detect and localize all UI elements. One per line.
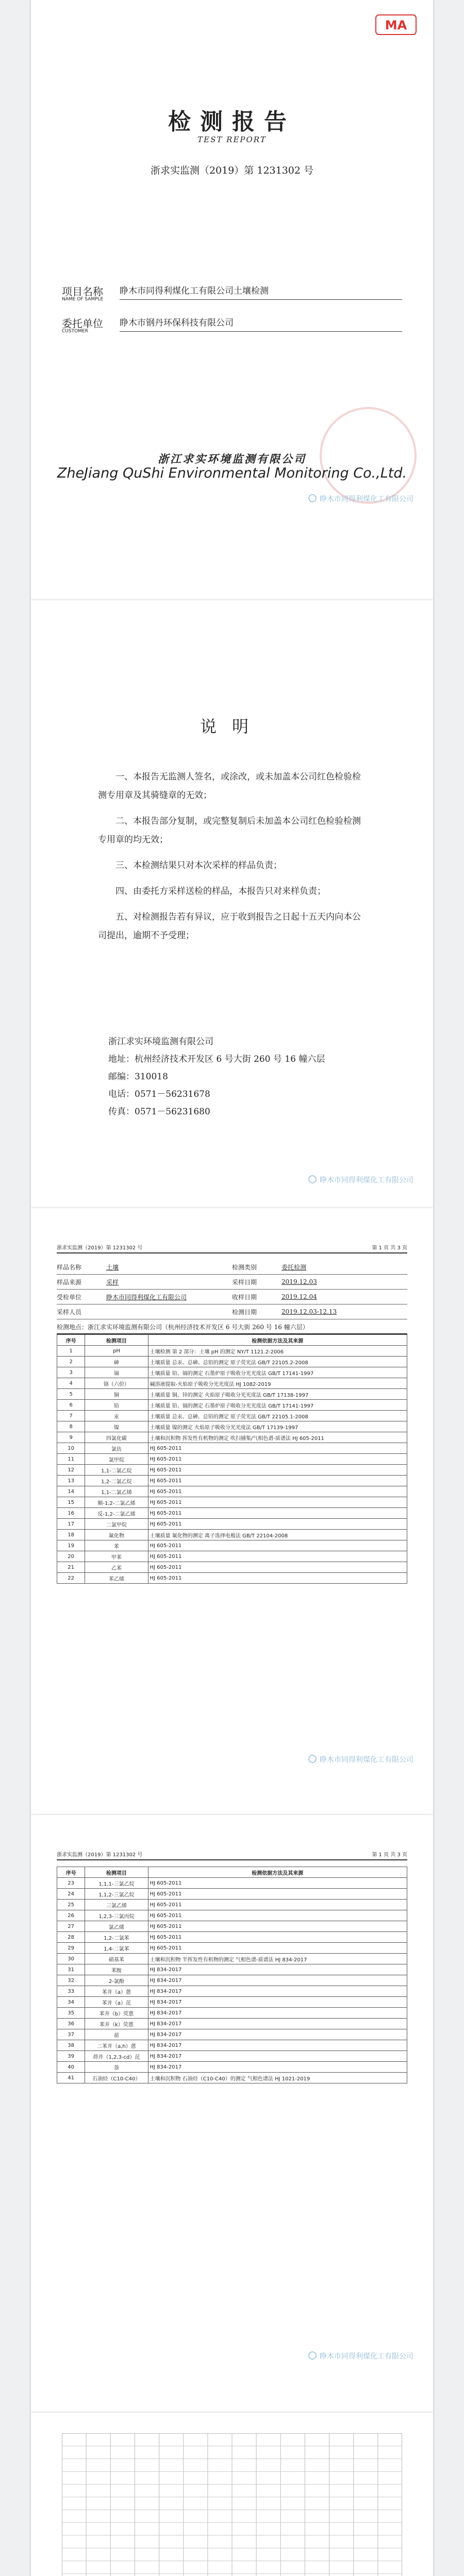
- method-item: 铬（六价）: [85, 1378, 148, 1389]
- project-name-value: 睁木市同得利煤化工有限公司土壤检测: [120, 283, 402, 300]
- customer-value: 睁木市钢丹环保科技有限公司: [120, 315, 402, 332]
- method-row: [57, 1497, 407, 1508]
- method-index: 35: [57, 2008, 85, 2019]
- method-standard: HJ 605-2011: [148, 1476, 407, 1486]
- method-row: [57, 1432, 407, 1443]
- method-item: 甲苯: [85, 1551, 148, 1562]
- method-item: 乙苯: [85, 1562, 148, 1573]
- method-index: 22: [57, 1573, 85, 1584]
- method-row: [57, 1530, 407, 1540]
- method-row: [57, 1357, 407, 1367]
- method-index: 5: [57, 1389, 85, 1400]
- method-standard: HJ 605-2011: [148, 1910, 407, 1921]
- method-standard: 土壤质量 总汞、总砷、总铅的测定 原子荧光法 GB/T 22105.2-2008: [148, 1357, 407, 1367]
- method-index: 20: [57, 1551, 85, 1562]
- page-header-report-no: 浙求实监测（2019）第 1231302 号: [57, 1852, 143, 1858]
- method-item: 镉: [85, 1367, 148, 1378]
- method-item: 茚并（1,2,3-cd）芘: [85, 2051, 148, 2062]
- sample-info-row: 受检单位 睁木市同得利煤化工有限公司 收样日期 2019.12.04: [57, 1290, 407, 1304]
- method-row: [57, 1519, 407, 1530]
- page-header: [57, 1850, 407, 1860]
- method-standard: HJ 834-2017: [148, 2008, 407, 2019]
- notice-page: [31, 600, 433, 1208]
- method-index: 4: [57, 1378, 85, 1389]
- method-index: 30: [57, 1954, 85, 1964]
- method-item: pH: [85, 1346, 148, 1357]
- method-row: [57, 1889, 407, 1900]
- method-index: 26: [57, 1910, 85, 1921]
- method-index: 17: [57, 1519, 85, 1530]
- results-page: [31, 2413, 433, 2576]
- method-row: [57, 1964, 407, 1975]
- method-index: 12: [57, 1465, 85, 1476]
- method-index: 8: [57, 1421, 85, 1432]
- method-standard: HJ 605-2011: [148, 1551, 407, 1562]
- method-index: 40: [57, 2062, 85, 2073]
- method-standard: HJ 605-2011: [148, 1486, 407, 1497]
- method-index: 7: [57, 1411, 85, 1421]
- watermark: 睁木市同得利煤化工有限公司: [308, 2351, 413, 2361]
- method-item: 氯乙烯: [85, 1921, 148, 1932]
- method-standard: HJ 605-2011: [148, 1900, 407, 1910]
- method-row: [57, 1551, 407, 1562]
- notice-title: 说明: [200, 717, 264, 736]
- cover-page: [31, 0, 433, 600]
- watermark: 睁木市同得利煤化工有限公司: [308, 1175, 413, 1185]
- methods-header-row: 序号 检测项目 检测依据方法及其来源: [57, 1335, 407, 1346]
- method-item: 1,1-二氯乙烷: [85, 1465, 148, 1476]
- method-item: 2-氯酚: [85, 1975, 148, 1986]
- method-standard: HJ 834-2017: [148, 2040, 407, 2051]
- page-header-page: 第 1 页 共 3 页: [372, 1245, 407, 1251]
- method-standard: HJ 605-2011: [148, 1932, 407, 1943]
- method-item: 三氯乙烯: [85, 1900, 148, 1910]
- method-row: [57, 1465, 407, 1476]
- methods-page-2: [31, 1815, 433, 2413]
- notice-item: 三、本检测结果只对本次采样的样品负责；: [115, 860, 282, 871]
- method-standard: 土壤和沉积物 石油烃（C10-C40）的测定 气相色谱法 HJ 1021-2019: [148, 2073, 407, 2083]
- contact-company: 浙江求实环境监测有限公司: [108, 1037, 213, 1047]
- methods-table: [57, 1334, 407, 1584]
- method-row: [57, 1997, 407, 2008]
- method-standard: HJ 605-2011: [148, 1943, 407, 1954]
- method-index: 31: [57, 1964, 85, 1975]
- method-standard: HJ 834-2017: [148, 2051, 407, 2062]
- contact-fax: 传真：0571－56231680: [108, 1107, 210, 1117]
- method-index: 11: [57, 1454, 85, 1465]
- method-item: 汞: [85, 1411, 148, 1421]
- method-row: [57, 1400, 407, 1411]
- method-row: [57, 2073, 407, 2083]
- method-index: 25: [57, 1900, 85, 1910]
- method-item: 1,1,2-三氯乙烷: [85, 1889, 148, 1900]
- method-row: [57, 1389, 407, 1400]
- watermark: 睁木市同得利煤化工有限公司: [308, 1754, 413, 1765]
- method-row: [57, 1476, 407, 1486]
- method-item: 苯: [85, 1540, 148, 1551]
- method-index: 9: [57, 1432, 85, 1443]
- method-standard: HJ 605-2011: [148, 1454, 407, 1465]
- method-row: [57, 1378, 407, 1389]
- method-row: [57, 1954, 407, 1964]
- method-item: 苯并（a）蒽: [85, 1986, 148, 1997]
- method-index: 33: [57, 1986, 85, 1997]
- method-standard: HJ 605-2011: [148, 1497, 407, 1508]
- customer-label-en: CUSTOMER: [62, 329, 88, 334]
- method-standard: HJ 834-2017: [148, 1997, 407, 2008]
- method-index: 38: [57, 2040, 85, 2051]
- notice-item: 五、对检测报告若有异议，应于收到报告之日起十五天内向本公司提出，逾期不予受理；: [98, 912, 361, 941]
- method-standard: HJ 834-2017: [148, 1986, 407, 1997]
- method-index: 34: [57, 1997, 85, 2008]
- method-row: [57, 1454, 407, 1465]
- method-standard: 土壤质量 铅、镉的测定 石墨炉原子吸收分光光度法 GB/T 17141-1997: [148, 1367, 407, 1378]
- method-item: 硝基苯: [85, 1954, 148, 1964]
- method-row: [57, 1975, 407, 1986]
- contact-info: [108, 1033, 325, 1121]
- method-standard: 土壤质量 氟化物的测定 离子选择电极法 GB/T 22104-2008: [148, 1530, 407, 1540]
- notice-list: [98, 768, 366, 952]
- method-item: 苯并（k）荧蒽: [85, 2019, 148, 2029]
- method-index: 39: [57, 2051, 85, 2062]
- method-row: [57, 2062, 407, 2073]
- method-item: 苯胺: [85, 1964, 148, 1975]
- method-standard: HJ 605-2011: [148, 1573, 407, 1584]
- method-index: 14: [57, 1486, 85, 1497]
- contact-phone: 电话：0571－56231678: [108, 1089, 210, 1099]
- method-item: 四氯化碳: [85, 1432, 148, 1443]
- method-index: 32: [57, 1975, 85, 1986]
- method-row: [57, 1346, 407, 1357]
- method-standard: 土壤质量 铜、锌的测定 火焰原子吸收分光光度法 GB/T 17138-1997: [148, 1389, 407, 1400]
- method-index: 23: [57, 1878, 85, 1889]
- notice-item: 四、由委托方采样送检的样品，本报告只对来样负责；: [115, 886, 326, 896]
- method-item: 萘: [85, 2062, 148, 2073]
- method-standard: HJ 605-2011: [148, 1889, 407, 1900]
- method-item: 铅: [85, 1400, 148, 1411]
- method-row: [57, 2051, 407, 2062]
- method-item: 反-1,2-二氯乙烯: [85, 1508, 148, 1519]
- sample-info-row: 采样人员 检测日期 2019.12.03-12.13: [57, 1304, 407, 1319]
- method-index: 10: [57, 1443, 85, 1454]
- method-row: [57, 1486, 407, 1497]
- method-standard: 土壤质量 总汞、总砷、总铅的测定 原子荧光法 GB/T 22105.1-2008: [148, 1411, 407, 1421]
- method-standard: 土壤和沉积物 挥发性有机物的测定 吹扫捕集/气相色谱-质谱法 HJ 605-2011: [148, 1432, 407, 1443]
- method-row: [57, 2019, 407, 2029]
- method-row: [57, 1986, 407, 1997]
- method-row: [57, 1443, 407, 1454]
- method-item: 1,1,1-三氯乙烷: [85, 1878, 148, 1889]
- sample-info-row: 样品来源 采样 采样日期 2019.12.03: [57, 1275, 407, 1290]
- method-index: 27: [57, 1921, 85, 1932]
- method-standard: HJ 834-2017: [148, 1975, 407, 1986]
- method-item: 顺-1,2-二氯乙烯: [85, 1497, 148, 1508]
- results-grid: [62, 2433, 402, 2576]
- method-item: 1,2,3-三氯丙烷: [85, 1910, 148, 1921]
- svg-text:MA: MA: [385, 18, 407, 32]
- method-index: 37: [57, 2029, 85, 2040]
- method-item: 1,4-二氯苯: [85, 1943, 148, 1954]
- method-index: 28: [57, 1932, 85, 1943]
- method-standard: HJ 605-2011: [148, 1540, 407, 1551]
- report-number: 浙求实监测（2019）第 1231302 号: [150, 165, 314, 176]
- method-row: [57, 2008, 407, 2019]
- method-index: 21: [57, 1562, 85, 1573]
- method-index: 41: [57, 2073, 85, 2083]
- method-standard: HJ 834-2017: [148, 2062, 407, 2073]
- method-row: [57, 1921, 407, 1932]
- method-standard: HJ 605-2011: [148, 1443, 407, 1454]
- results-grid-lines: [62, 2433, 402, 2576]
- method-standard: HJ 605-2011: [148, 1508, 407, 1519]
- method-standard: 土壤质量 镍的测定 火焰原子吸收分光光度法 GB/T 17139-1997: [148, 1421, 407, 1432]
- method-standard: 土壤检测 第 2 部分：土壤 pH 的测定 NY/T 1121.2-2006: [148, 1346, 407, 1357]
- method-row: [57, 1411, 407, 1421]
- method-row: [57, 1573, 407, 1584]
- method-item: 砷: [85, 1357, 148, 1367]
- sample-info: [57, 1260, 407, 1334]
- method-row: [57, 1932, 407, 1943]
- method-index: 15: [57, 1497, 85, 1508]
- method-item: 二氯甲烷: [85, 1519, 148, 1530]
- method-standard: HJ 605-2011: [148, 1465, 407, 1476]
- method-standard: 碱溶液提取-火焰原子吸收分光光度法 HJ 1082-2019: [148, 1378, 407, 1389]
- method-index: 29: [57, 1943, 85, 1954]
- method-item: 1,2-二氯乙烷: [85, 1476, 148, 1486]
- methods-header-row: 序号 检测项目 检测依据方法及其来源: [57, 1867, 407, 1878]
- method-index: 1: [57, 1346, 85, 1357]
- method-index: 36: [57, 2019, 85, 2029]
- customer-row: [62, 315, 402, 336]
- method-standard: HJ 605-2011: [148, 1519, 407, 1530]
- method-standard: 土壤和沉积物 半挥发性有机物的测定 气相色谱-质谱法 HJ 834-2017: [148, 1954, 407, 1964]
- method-item: 苯并（a）芘: [85, 1997, 148, 2008]
- page-header: [57, 1243, 407, 1253]
- report-subtitle: TEST REPORT: [197, 135, 267, 144]
- method-row: [57, 2029, 407, 2040]
- project-name-label: 项目名称: [62, 285, 103, 298]
- page-header-report-no: 浙求实监测（2019）第 1231302 号: [57, 1245, 143, 1251]
- method-index: 6: [57, 1400, 85, 1411]
- methods-table-cont: [57, 1867, 407, 2083]
- method-item: 氟化物: [85, 1530, 148, 1540]
- watermark: 睁木市同得利煤化工有限公司: [308, 494, 413, 504]
- project-name-row: [62, 283, 402, 304]
- contact-postcode: 邮编：310018: [108, 1072, 168, 1082]
- notice-item: 二、本报告部分复制，或完整复制后未加盖本公司红色检验检测专用章的均无效；: [98, 816, 361, 845]
- method-index: 24: [57, 1889, 85, 1900]
- method-item: 氯仿: [85, 1443, 148, 1454]
- report-title: 检测报告: [168, 109, 296, 135]
- method-item: 䓛: [85, 2029, 148, 2040]
- method-index: 3: [57, 1367, 85, 1378]
- method-item: 氯甲烷: [85, 1454, 148, 1465]
- method-standard: HJ 605-2011: [148, 1878, 407, 1889]
- method-index: 16: [57, 1508, 85, 1519]
- method-item: 1,2-二氯苯: [85, 1932, 148, 1943]
- method-item: 铜: [85, 1389, 148, 1400]
- method-row: [57, 1367, 407, 1378]
- method-item: 1,1-二氯乙烯: [85, 1486, 148, 1497]
- method-item: 镍: [85, 1421, 148, 1432]
- method-row: [57, 1910, 407, 1921]
- method-index: 2: [57, 1357, 85, 1367]
- sample-address: 检测地点：浙江求实环境监测有限公司（杭州经济技术开发区 6 号大街 260 号 16 幢六层）: [57, 1323, 407, 1334]
- company-name-cn: 浙江求实环境监测有限公司: [158, 452, 306, 465]
- sample-info-row: 样品名称 土壤 检测类别 委托检测: [57, 1260, 407, 1275]
- method-standard: HJ 605-2011: [148, 1921, 407, 1932]
- method-row: [57, 1508, 407, 1519]
- methods-page-1: [31, 1208, 433, 1815]
- method-item: 苯乙烯: [85, 1573, 148, 1584]
- method-item: 石油烃（C10-C40）: [85, 2073, 148, 2083]
- ma-certification-logo: [375, 14, 417, 35]
- method-item: 二苯并（a,h）蒽: [85, 2040, 148, 2051]
- contact-address: 地址：杭州经济技术开发区 6 号大街 260 号 16 幢六层: [108, 1054, 325, 1064]
- company-name-en: ZheJiang QuShi Environmental Monitoring Co.,Ltd.: [57, 465, 407, 481]
- method-row: [57, 1878, 407, 1889]
- method-index: 13: [57, 1476, 85, 1486]
- method-item: 苯并（b）荧蒽: [85, 2008, 148, 2019]
- method-index: 19: [57, 1540, 85, 1551]
- method-standard: HJ 605-2011: [148, 1562, 407, 1573]
- project-name-label-en: NAME OF SAMPLE: [62, 297, 104, 302]
- method-standard: HJ 834-2017: [148, 2029, 407, 2040]
- method-row: [57, 1562, 407, 1573]
- method-row: [57, 1540, 407, 1551]
- customer-label: 委托单位: [62, 317, 103, 330]
- method-standard: 土壤质量 铅、镉的测定 石墨炉原子吸收分光光度法 GB/T 17141-1997: [148, 1400, 407, 1411]
- page-header-page: 第 1 页 共 3 页: [372, 1852, 407, 1858]
- method-index: 18: [57, 1530, 85, 1540]
- notice-item: 一、本报告无监测人签名，或涂改，或未加盖本公司红色检验检测专用章及其骑缝章的无效；: [98, 772, 361, 801]
- method-row: [57, 2040, 407, 2051]
- method-standard: HJ 834-2017: [148, 2019, 407, 2029]
- method-row: [57, 1421, 407, 1432]
- method-row: [57, 1943, 407, 1954]
- method-row: [57, 1900, 407, 1910]
- method-standard: HJ 834-2017: [148, 1964, 407, 1975]
